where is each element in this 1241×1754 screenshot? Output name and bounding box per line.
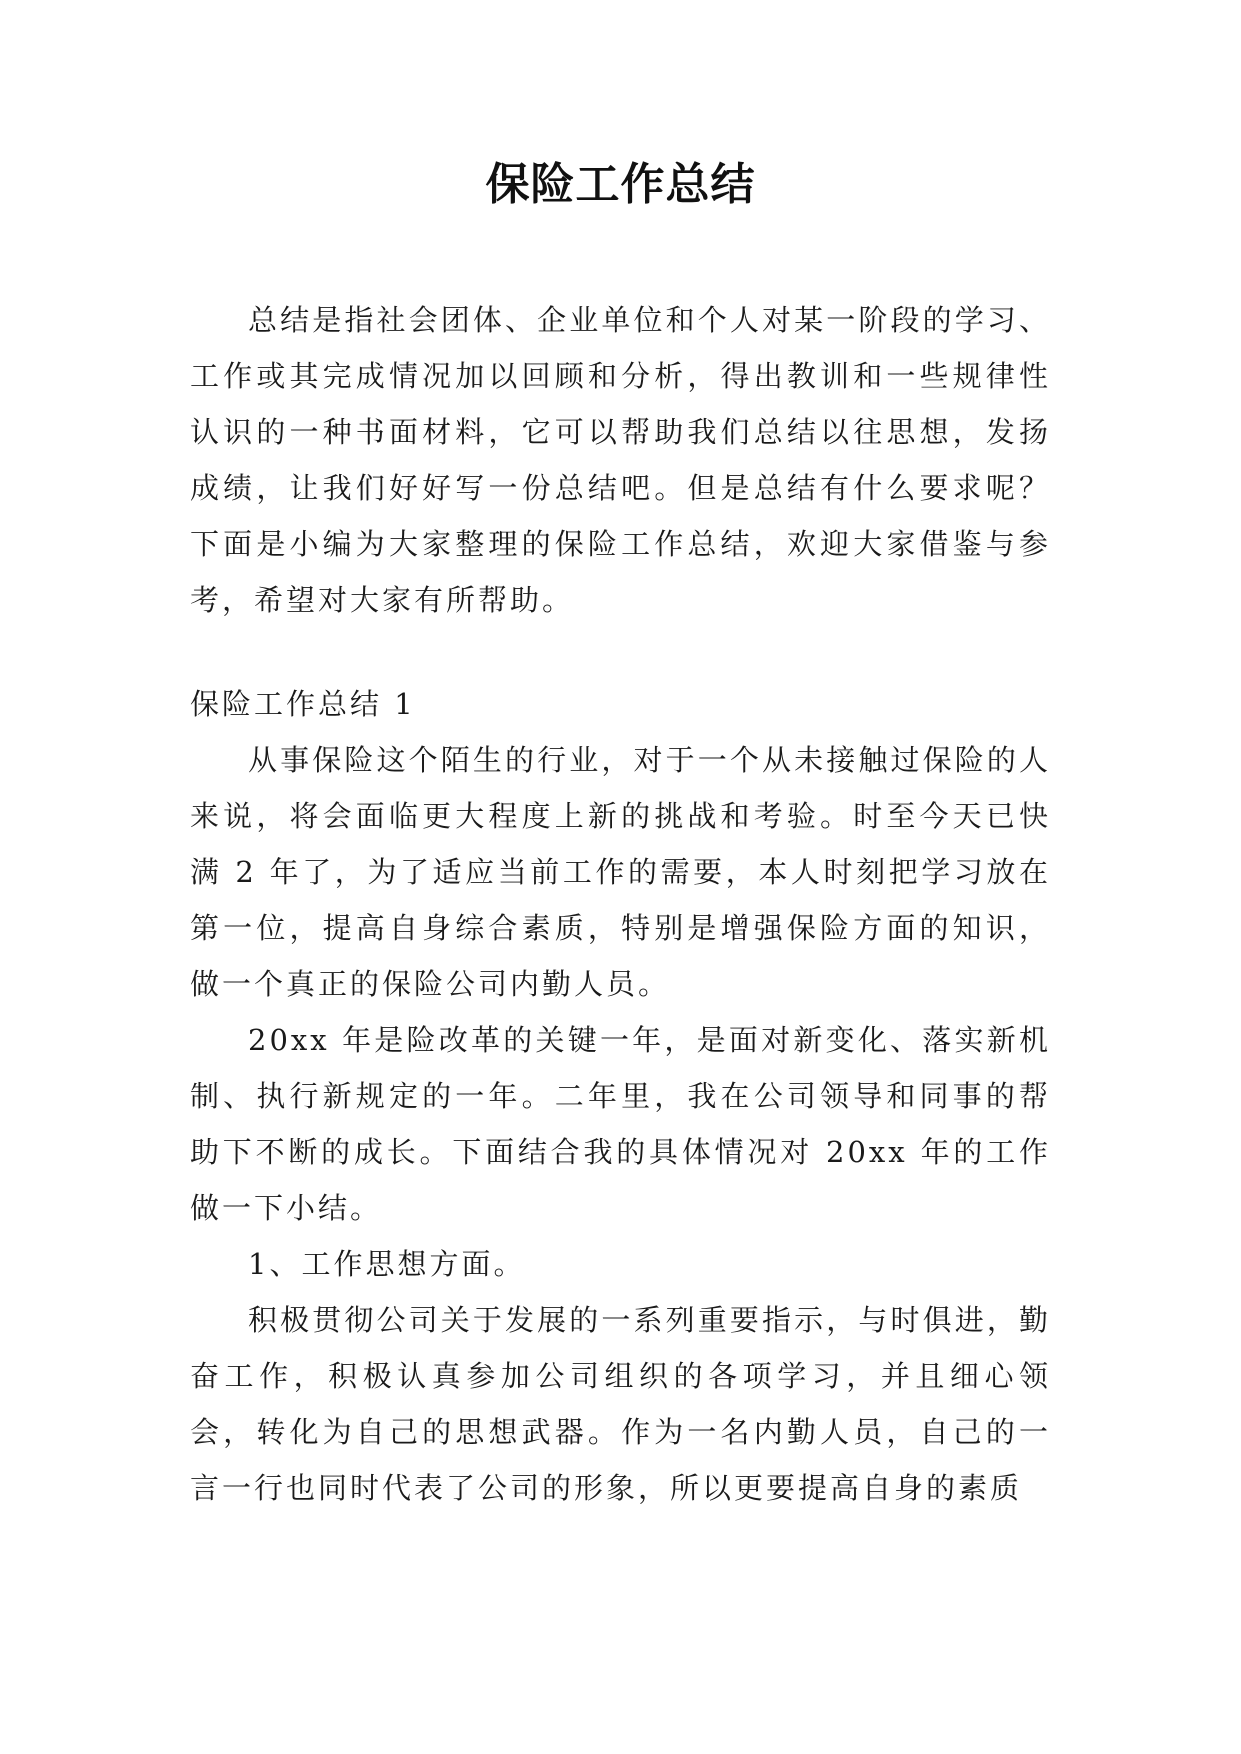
body-paragraph-2: 20xx 年是险改革的关键一年，是面对新变化、落实新机制、执行新规定的一年。二年里，我在公司领导和同事的帮助下不断的成长。下面结合我的具体情况对 20xx 年的工作做一下小结。 [190, 1023, 1051, 1225]
intro-paragraph: 总结是指社会团体、企业单位和个人对某一阶段的学习、工作或其完成情况加以回顾和分析，得出教训和一些规律性认识的一种书面材料，它可以帮助我们总结以往思想，发扬成绩，让我们好好写一份总结吧。但是总结有什么要求呢？下面是小编为大家整理的保险工作总结，欢迎大家借鉴与参考，希望对大家有所帮助。 [190, 303, 1051, 617]
document-title: 保险工作总结 [485, 159, 756, 210]
document-body [190, 292, 1051, 1516]
section-heading: 保险工作总结 1 [190, 687, 416, 721]
body-paragraph-1: 从事保险这个陌生的行业，对于一个从未接触过保险的人来说，将会面临更大程度上新的挑战和考验。时至今天已快满 2 年了，为了适应当前工作的需要，本人时刻把学习放在第一位，提高自身综合素质，特别是增强保险方面的知识，做一个真正的保险公司内勤人员。 [190, 743, 1051, 1001]
body-paragraph-3: 积极贯彻公司关于发展的一系列重要指示，与时俱进，勤奋工作，积极认真参加公司组织的各项学习，并且细心领会，转化为自己的思想武器。作为一名内勤人员，自己的一言一行也同时代表了公司的形象，所以更要提高自身的素质 [190, 1303, 1051, 1505]
subheading-work-thought: 1、工作思想方面。 [248, 1247, 526, 1281]
